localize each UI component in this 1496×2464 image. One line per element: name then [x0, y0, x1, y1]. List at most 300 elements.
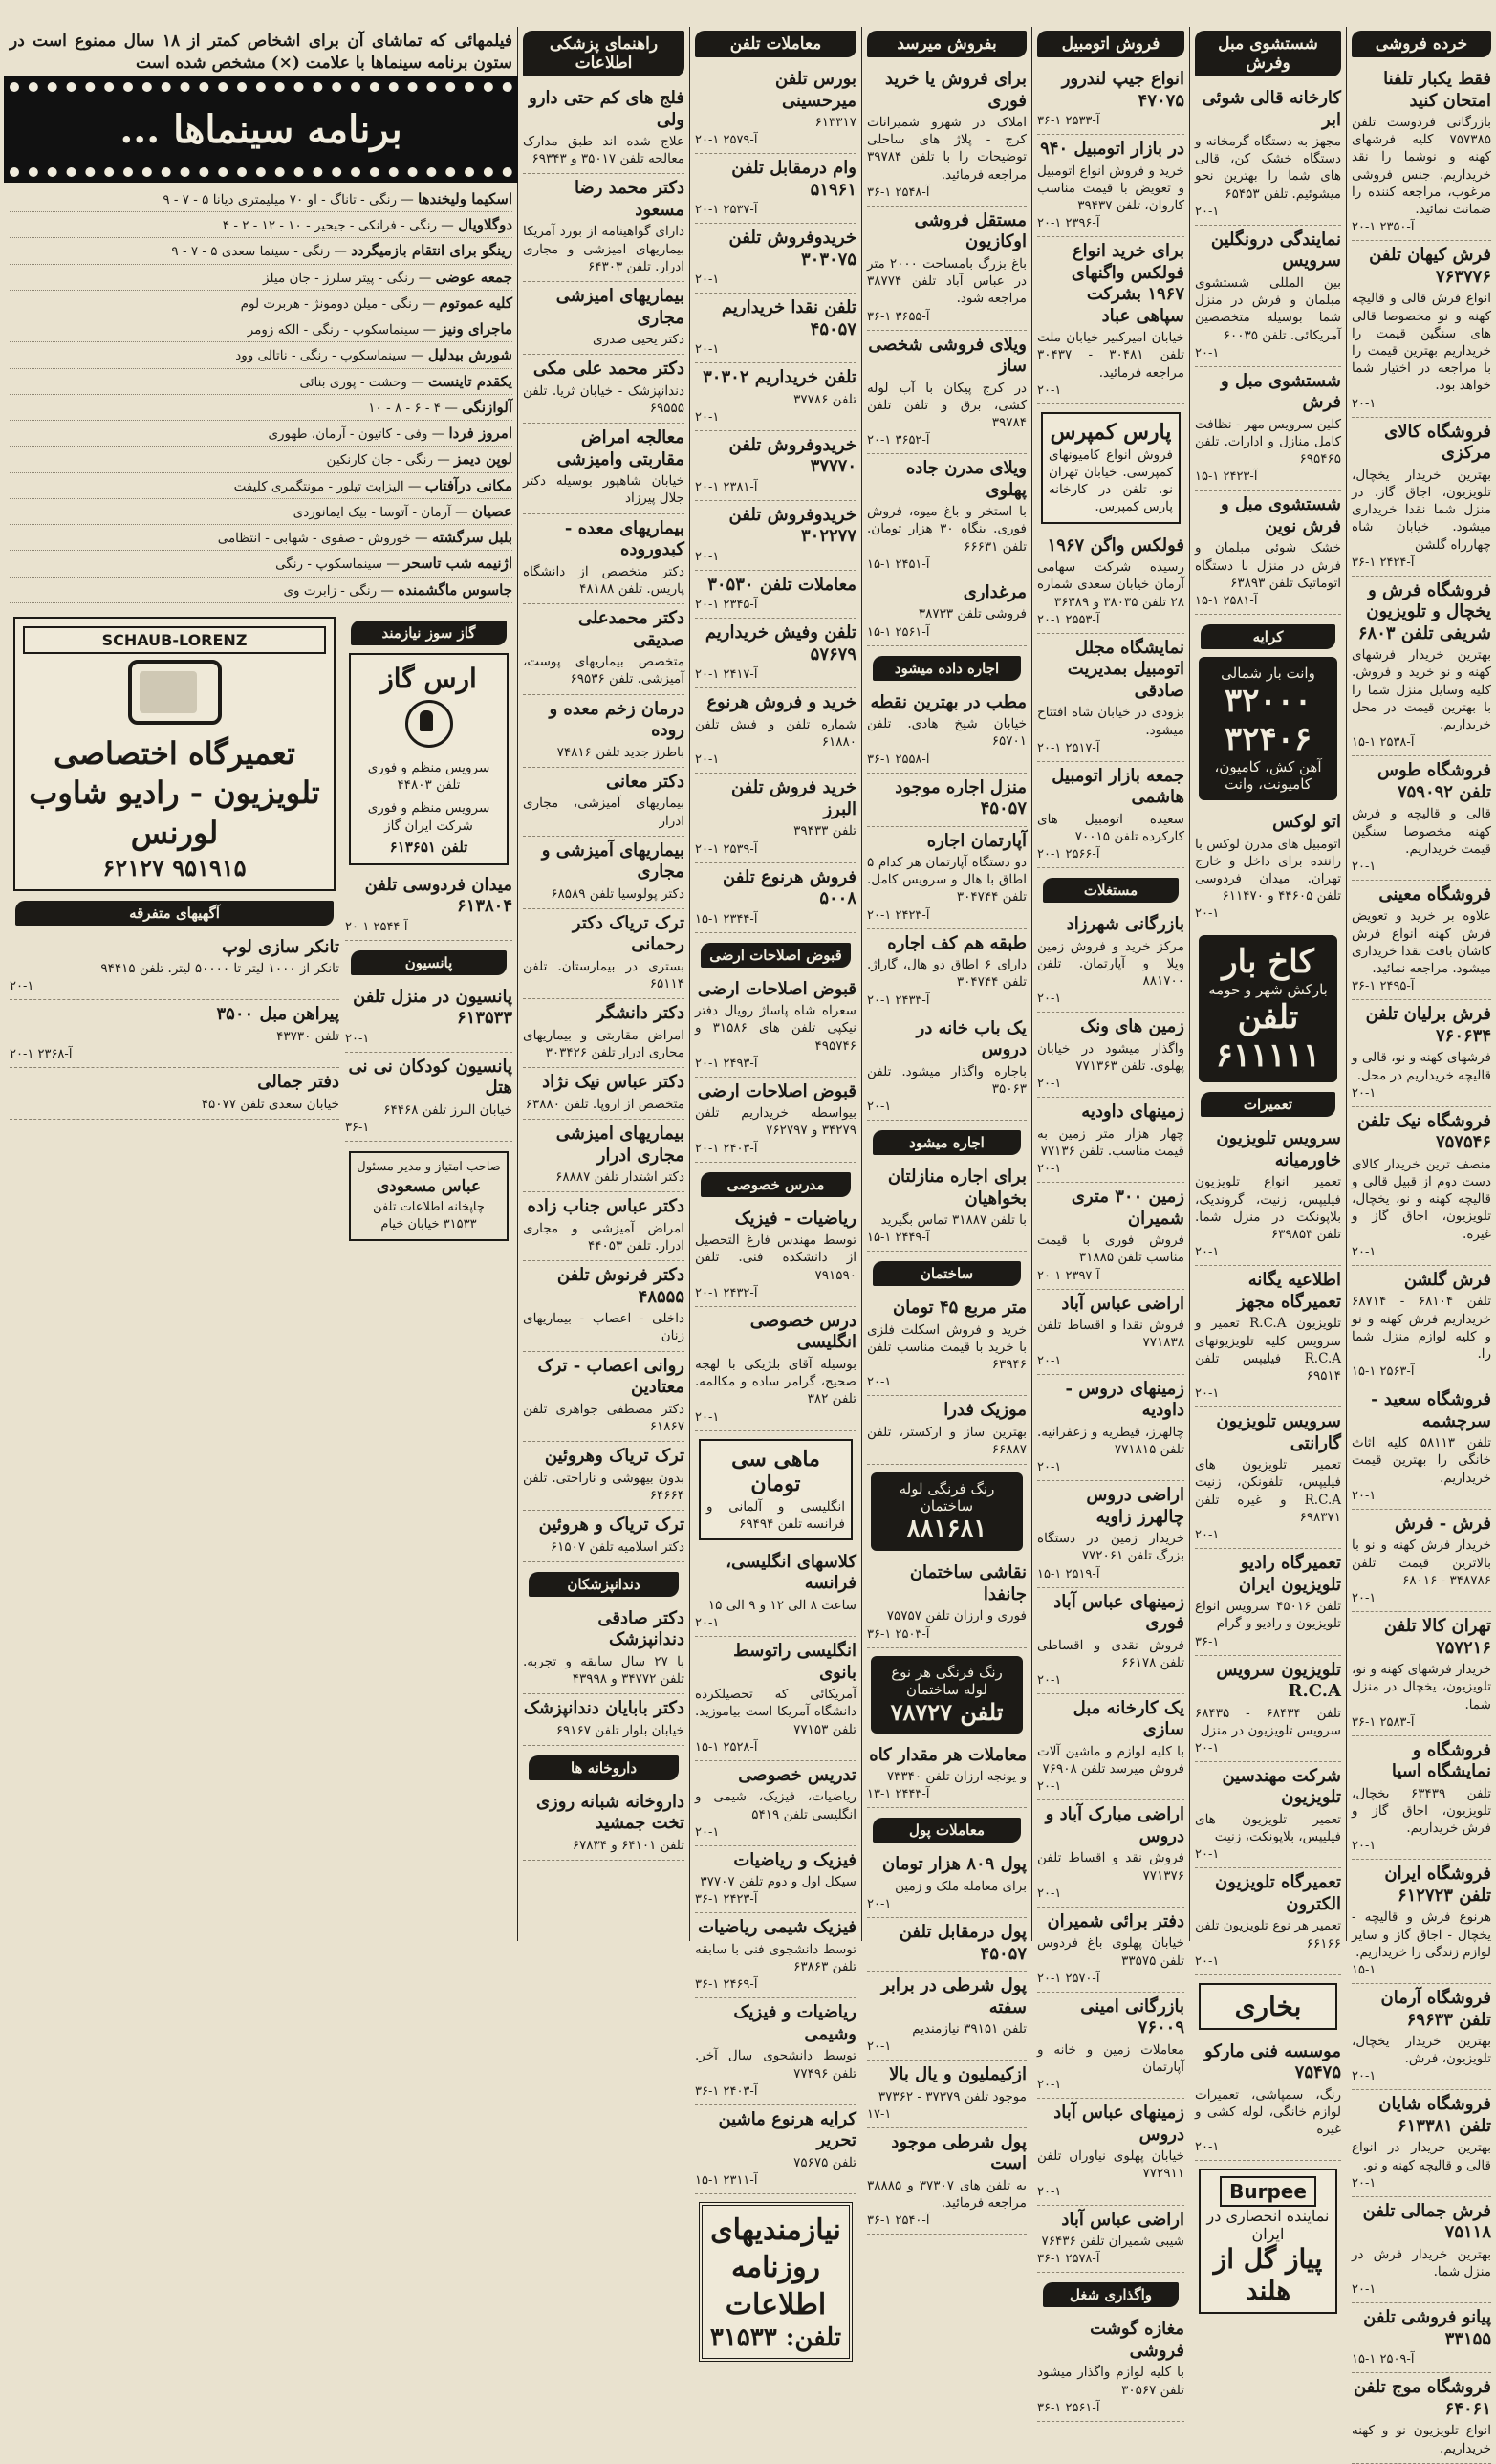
advert-box [1199, 657, 1337, 800]
ad-body: منصف ترین خریدار کالای دست دوم از قبیل قالی و قالیچه کهنه و نو، یخچال، تلویزیون، اجاق گاز و غیره. [1352, 1156, 1491, 1242]
separator: — [432, 452, 455, 469]
classified-ad [867, 2128, 1027, 2235]
section-header: واگذاری شغل [1043, 2282, 1179, 2307]
ad-reference: ۱۵-۱ آ-۲۵۰۹ [1352, 2352, 1415, 2367]
classified-ad [1037, 1481, 1184, 1587]
ad-reference: ۱۵-۱ آ-۲۴۲۳ [1195, 469, 1258, 485]
section-header: ساختمان [873, 1261, 1021, 1286]
ad-body: خیابان امیرکبیر خیابان ملت تلفن ۳۰۴۸۱ - ۳۰۴۳۷ مراجعه فرمائید. [1037, 330, 1184, 381]
film-info: رنگی - فرانکی - جیحیر - ۱۰ - ۱۲ - ۲ - ۴ [222, 218, 437, 234]
classified-ad [1037, 1800, 1184, 1907]
film-title: عصیان [471, 502, 512, 520]
ad-title: اطلاعیه یگانه تعمیرگاه مجهز [1237, 1270, 1341, 1312]
cinema-listing [10, 238, 512, 264]
ad-body: تلفن ۶۴۱۰۱ و ۶۷۸۳۴ [572, 1837, 684, 1853]
separator: — [330, 244, 352, 260]
ad-title: تلفن خریداریم ۳۰۳۰۲ [703, 367, 856, 388]
ad-body: ریاضیات، فیزیک، شیمی و انگلیسی تلفن ۵۴۱۹ [695, 1789, 856, 1822]
ad-reference: ۲۰-۱ [1195, 345, 1220, 360]
film-info: الیزابت تیلور - مونتگمری کلیفت [233, 478, 404, 494]
ad-reference: ۲۰-۱ آ-۲۴۳۲ [695, 1285, 758, 1300]
ad-title: فروشگاه موج تلفن ۶۴۰۶۱ [1353, 2377, 1491, 2419]
ad-title: بیماریهای معده - کبدوروده [564, 517, 684, 560]
ad-reference: ۲۰-۱ [1195, 1847, 1220, 1863]
film-info: رنگی - میلن دومونژ - هربرت لوم [240, 295, 419, 312]
ad-body: بهترین خریدار یخچال، تلویزیون، فرش. [1352, 2034, 1491, 2067]
classified-ad [1352, 1510, 1491, 1612]
classified-ad [867, 688, 1027, 774]
ad-title: معالجه امراض مقاربتی وامیزشی [556, 427, 684, 469]
ad-body: معاملات زمین و خانه و آپارتمان [1037, 2041, 1184, 2075]
classified-ad [695, 154, 856, 224]
classified-ad [1352, 1860, 1491, 1984]
ad-body: بوسیله آقای بلژیکی با لهجه صحیح، گرامر ساده و مکالمه. تلفن ۳۸۲ [695, 1356, 856, 1407]
ad-title: دکتر محمدعلی صدیقی [577, 608, 684, 650]
classified-ad [345, 871, 512, 941]
advert-box [1199, 1983, 1337, 2030]
classified-ad [1195, 1762, 1341, 1868]
classified-ad [1352, 418, 1491, 577]
ad-title: خریدوفروش تلفن ۳۷۷۷۰ [728, 434, 856, 477]
classified-ad [1352, 241, 1491, 417]
ad-title: فرش کیهان تلفن ۷۶۳۷۷۶ [1369, 245, 1491, 287]
classified-ad [1352, 1266, 1491, 1385]
cinema-list [10, 186, 512, 603]
classified-ad [523, 1442, 684, 1511]
section-header: گاز سوز نیازمند [351, 621, 507, 645]
ad-reference: ۲۰-۱ [695, 1409, 720, 1425]
classified-ad [1037, 532, 1184, 634]
ad-body: با کلیه لوازم واگذار میشود تلفن ۳۰۵۶۷ [1037, 2365, 1184, 2398]
ad-title: تدریس خصوصی [738, 1764, 856, 1785]
ad-body: بهترین خریدار یخچال، تلویزیون، اجاق گاز. در منزل شما نقدا خریداری میشود. خیابان شاه چهارراه گلشن [1352, 467, 1491, 553]
ad-title: اراضی عباس آباد [1061, 2209, 1184, 2230]
ad-body: با استخر و باغ میوه، فروش فوری. بنگاه ۳۰ هزار تومان. تلفن ۶۶۶۳۱ [867, 504, 1027, 555]
ad-reference: ۲۰-۱ [1037, 1077, 1062, 1092]
separator: — [396, 191, 419, 207]
ad-reference: ۳۶-۱ آ-۲۴۰۳ [695, 2083, 758, 2099]
ad-reference: ۲۰-۱ آ-۲۵۷۰ [1037, 1971, 1100, 1986]
ad-reference: ۱۵-۱ آ-۲۴۴۹ [867, 1231, 930, 1246]
ad-title: پیراهن مبل ۳۵۰۰ [216, 1004, 339, 1025]
classified-ad [523, 909, 684, 999]
advert-box [13, 617, 336, 891]
ad-body: دکتر یحیی صدری [593, 332, 684, 348]
classified-ad [695, 1846, 856, 1914]
ad-reference: ۲۰-۱ آ-۲۵۱۷ [1037, 740, 1100, 755]
ad-title: روانی اعصاب - ترک معتادین [537, 1355, 684, 1398]
classified-ad [695, 1548, 856, 1637]
ad-body: سعراه شاه پاساژ رویال دفتر نیکپی تلفن های ۳۱۵۸۶ و ۴۹۵۷۴۶ [695, 1003, 856, 1054]
film-title: اژنیمه شب تاسحر [403, 555, 512, 573]
classified-ad [1037, 237, 1184, 404]
ad-body: بازرگانی فردوست تلفن ۷۵۷۳۸۵ کلیه فرشهای کهنه و نوشما را نقد خریداریم. جنس فروشی مرغوب، مراجعه کننده را ضمانت نمائید. [1352, 115, 1491, 218]
section-header: شستشوی مبل وفرش [1195, 31, 1341, 76]
cinema-title: برنامه سینماها ... [10, 82, 512, 177]
section-header: بفروش میرسد [867, 31, 1027, 57]
classified-ad [1195, 491, 1341, 615]
separator: — [410, 531, 432, 547]
ad-body: متخصص از اروپا. تلفن ۶۳۸۸۰ [525, 1096, 684, 1112]
classified-ad [867, 1396, 1027, 1465]
classified-ad [523, 174, 684, 282]
film-info: آرمان - آتوسا - بیک ایمانوردی [293, 504, 451, 520]
classified-ad [1352, 65, 1491, 241]
advert-phone: ۳۲۰۰۰ [1224, 682, 1312, 721]
film-info: وفی - کاتیون - آرمان، طهوری [268, 426, 428, 443]
ad-title: فروشگاه فرش و یخچال و تلویزیون شریفی تلفن ۶۸۰۳ [1357, 579, 1491, 643]
ad-reference: ۲۰-۱ آ-۲۳۹۶ [1037, 216, 1100, 231]
ad-body: تعمیر انواع تلویزیون فیلیپس، زنیت، گروندیک، بلاپونکت در منزل شما. تلفن ۶۳۹۸۵۳ [1195, 1174, 1341, 1243]
classified-ad [695, 1205, 856, 1307]
classified-ad [695, 1761, 856, 1846]
ad-reference: ۲۰-۱ [1037, 1460, 1062, 1475]
classified-ad [695, 363, 856, 431]
classified-ad [1037, 2206, 1184, 2274]
ad-reference: ۲۰-۱ [1195, 1245, 1220, 1260]
classified-ad [1037, 135, 1184, 237]
classified-ad [523, 604, 684, 694]
ad-reference: ۲۰-۱ [1352, 1085, 1377, 1101]
ad-body: بیماریهای آمیزشی، مجاری ادرار [523, 796, 684, 829]
separator: — [382, 556, 404, 573]
ad-reference: ۲۰-۱ [1352, 2282, 1377, 2298]
classified-ad [523, 1511, 684, 1562]
classified-ad [867, 1014, 1027, 1121]
ad-title: اراضی مبارک آباد و دروس [1045, 1804, 1184, 1846]
ad-reference: ۱۵-۱ آ-۲۵۸۱ [1195, 594, 1258, 609]
ad-reference: ۳۶-۱ آ-۳۶۵۵ [867, 309, 930, 324]
ad-reference: ۲۰-۱ [1352, 1839, 1377, 1854]
brand-logo: Burpee [1220, 2176, 1316, 2207]
film-info: خوروش - صفوی - شهابی - انتظامی [217, 531, 411, 547]
advert-phone: ۶۲۱۲۷ ۹۵۱۹۱۵ [102, 853, 247, 882]
classified-ad [867, 929, 1027, 1014]
ad-body: دارای گواهینامه از بورد آمریکا بیماریهای امیزشی و مجاری ادرار. تلفن ۶۴۳۰۳ [523, 224, 684, 274]
ad-title: فولکس واگن ۱۹۶۷ [1047, 534, 1184, 556]
classified-ad [867, 65, 1027, 207]
ad-reference: ۲۰-۱ [1195, 1740, 1220, 1755]
ad-title: یک باب خانه در دروس [916, 1017, 1027, 1060]
classified-ad [1195, 1407, 1341, 1549]
ad-title: انواع جیپ لندرور ۴۷۰۷۵ [1061, 69, 1184, 111]
brand-logo: ارس گاز [380, 662, 477, 694]
ad-title: فروشگاه سعید - سرچشمه [1371, 1389, 1491, 1431]
section-header: معاملات تلفن [695, 31, 856, 57]
ad-body: علاوه بر خرید و تعویض فرش کهنه انواع فرش کاشان بافت نقدا خریداری میشود. مراجعه نمائید. [1352, 908, 1491, 977]
advert-box [699, 2202, 853, 2362]
classified-ad [523, 282, 684, 355]
ad-title: فلج های کم حتی دارو ولی [529, 88, 684, 130]
ad-reference: ۲۰-۱ آ-۲۳۹۷ [1037, 1268, 1100, 1283]
ad-title: پانسیون کودکان نی نی هتل [348, 1056, 512, 1099]
ad-title: موسسه فنی مارکو ۷۵۴۷۵ [1204, 2040, 1341, 2083]
advert-subtitle: نماینده انحصاری در ایران [1206, 2207, 1330, 2244]
classified-ad [867, 207, 1027, 331]
ad-body: برای معامله ملک و زمین [895, 1878, 1027, 1894]
ad-title: تلفن نقدا خریداریم ۴۵۰۵۷ [721, 297, 856, 339]
ad-reference: ۲۰-۱ آ-۲۴۳۳ [867, 992, 930, 1008]
film-title: دوگلاویال [458, 216, 512, 234]
footer-name: عباس مسعودی [376, 1177, 482, 1197]
ad-body: به تلفن های ۳۷۳۰۷ و ۳۸۸۸۵ مراجعه فرمائید. [867, 2177, 1027, 2212]
section-header: معاملات پول [873, 1818, 1021, 1843]
ad-body: تلفن ۷۵۶۷۵ [793, 2154, 856, 2170]
ad-title: فروشگاه شایان تلفن ۶۱۳۳۸۱ [1378, 2094, 1491, 2136]
classified-ad [1037, 1183, 1184, 1289]
ad-body: دندانپزشک - خیابان ثریا. تلفن ۶۹۵۵۵ [523, 382, 684, 417]
ad-body: فرشهای کهنه و نو، قالی و قالیچه خریداریم در محل. [1352, 1050, 1491, 1083]
ad-body: با تلفن ۳۱۸۸۷ تماس بگیرید [880, 1212, 1027, 1229]
ad-title: دکتر محمد رضا مسعود [574, 178, 684, 220]
ad-reference: ۲۰-۱ آ-۲۴۹۳ [695, 1056, 758, 1071]
ad-body: تلفن ۳۷۷۸۶ [793, 391, 856, 407]
ad-reference: ۲۰-۱ آ-۲۵۳۹ [695, 841, 758, 857]
film-title: امروز فردا [448, 425, 512, 443]
classified-ad [523, 1192, 684, 1261]
classified-ad [1037, 634, 1184, 762]
ad-title: در بازار اتومبیل ۹۴۰ [1040, 139, 1184, 159]
ad-body: فروش نقد و اقساط تلفن ۷۷۱۳۷۶ [1037, 1850, 1184, 1884]
ad-title: خریدوفروش تلفن ۳۰۳۰۷۵ [728, 228, 856, 270]
ad-body: دکتر پولوسیا تلفن ۶۸۵۸۹ [551, 885, 684, 902]
ad-reference: ۳۶-۱ آ-۲۵۴۸ [867, 185, 930, 200]
ad-body: خریدار فرش کهنه و نو با بالاترین قیمت تلفن ۳۴۸۷۸۶ - ۶۸۰۱۶ [1352, 1537, 1491, 1588]
classified-ad [523, 1604, 684, 1694]
separator: — [403, 478, 425, 494]
ad-reference: ۲۰-۱ [10, 979, 34, 994]
ad-title: دکتر معانی [605, 771, 684, 792]
ad-title: درمان زخم معده و روده [549, 698, 684, 741]
ad-body: علاج شده اند طبق مدارک معالجه تلفن ۳۵۰۱۷ و ۶۹۳۴۳ [523, 134, 684, 167]
classified-ad [1195, 226, 1341, 367]
ad-title: خریدوفروش تلفن ۳۰۲۲۷۷ [728, 504, 856, 547]
classified-ad [1037, 1290, 1184, 1375]
ad-reference: ۲۰-۱ [1037, 992, 1062, 1007]
film-info: سینماسکوپ - رنگی - الکه زومر [247, 322, 420, 338]
ad-body: خیابان شیخ هادی. تلفن ۶۵۷۰۱ [867, 716, 1027, 750]
ad-reference: ۲۰-۱ آ-۲۵۳۷ [695, 203, 758, 218]
ad-reference: ۲۰-۱ آ-۲۵۴۴ [345, 919, 408, 934]
ad-reference: ۱۵-۱ [1352, 1963, 1377, 1978]
section-header: تعمیرات [1201, 1092, 1335, 1117]
ad-title: تعمیرگاه رادیو تلویزیون ایران [1238, 1553, 1341, 1595]
ad-title: ترک تریاک دکتر رحمانی [572, 912, 684, 955]
ad-reference: ۲۰-۱ [1195, 906, 1220, 922]
ad-title: میدان فردوسی تلفن ۶۱۳۸۰۴ [364, 874, 512, 917]
ad-title: تهران کالا تلفن ۷۵۷۲۱۶ [1383, 1616, 1491, 1658]
film-info: رنگی - تاناگ - او ۷۰ میلیمتری دیانا ۵ - ۷ - ۹ [163, 191, 397, 207]
ad-title: بازرگانی امینی ۷۶۰۰۹ [1080, 1995, 1184, 2039]
ad-title: پول درمقابل تلفن ۴۵۰۵۷ [899, 1922, 1027, 1964]
cinema-listing [10, 265, 512, 291]
ad-title: فرش - فرش [1394, 1513, 1491, 1534]
classified-ad [1195, 367, 1341, 491]
ad-reference: ۱۷-۱ [867, 2106, 892, 2122]
ad-reference: ۱۵-۱ آ-۲۵۱۹ [1037, 1566, 1100, 1581]
ad-title: دکتر عباس جناب زاده [527, 1196, 684, 1217]
ad-title: زمینهای داودیه [1081, 1101, 1184, 1123]
ad-reference: ۲۰-۱ [695, 273, 720, 288]
ad-body: با کلیه لوازم و ماشین آلات فروش میرسد تلفن ۷۶۹۰۸ [1037, 1743, 1184, 1777]
ad-title: بیماریهای آمیزشی و مجاری [541, 840, 684, 883]
film-title: شورش بیدلیل [427, 346, 512, 364]
ad-reference: ۲۰-۱ [867, 1897, 892, 1911]
ad-title: ریاضیات - فیزیک [734, 1208, 856, 1229]
ad-body: بزودی در خیابان شاه افتتاح میشود. [1037, 705, 1184, 738]
ad-title: ترک تریاک وهروئین [544, 1446, 684, 1467]
classified-ad [1352, 2197, 1491, 2303]
separator: — [406, 374, 428, 390]
ad-title: فروشگاه کالای مرکزی [1384, 421, 1491, 464]
ad-body: املاک در شهرو شمیرانات کرج - پلاژ های ساحلی توضیحات را با تلفن ۳۹۷۸۴ مراجعه فرمائید. [867, 115, 1027, 183]
brand-logo: SCHAUB-LORENZ [23, 626, 326, 654]
classified-ad [867, 454, 1027, 578]
ad-title: درس خصوصی انگلیسی [749, 1310, 856, 1353]
ad-title: دکتر صادقی دندانپزشک [597, 1607, 684, 1650]
ad-reference: ۲۰-۱ آ-۲۳۶۸ [10, 1047, 73, 1062]
ad-body: ساعت ۸ الی ۱۲ و ۹ الی ۱۵ [707, 1597, 856, 1613]
ad-body: آمریکائی که تحصیلکرده دانشگاه آمریکا است بیاموزید. تلفن ۷۷۱۵۳ [695, 1687, 856, 1737]
ad-body: رنگ، سمپاشی، تعمیرات لوازم خانگی، لوله کشی و غیره [1195, 2086, 1341, 2138]
ad-reference: ۳۶-۱ آ-۲۵۶۱ [1037, 2400, 1100, 2415]
classified-ad [1352, 881, 1491, 1000]
column-cars-realestate [1032, 29, 1189, 2415]
classified-ad [867, 827, 1027, 929]
classified-ad [867, 578, 1027, 646]
ad-reference: ۲۰-۱ [1195, 1386, 1220, 1402]
film-title: جاسوس ماگشمنده [398, 580, 512, 599]
ad-body: امراض آمیزشی و مجاری ادرار. تلفن ۴۴۰۵۳ [523, 1220, 684, 1254]
classified-ad [1037, 1098, 1184, 1183]
separator: — [414, 270, 436, 286]
classified-ad [867, 1741, 1027, 1809]
advert-box [1199, 2169, 1337, 2314]
film-title: لوپن دیمز [454, 450, 512, 469]
ad-reference: ۲۰-۱ [1352, 859, 1377, 874]
film-title: اسکیما ولیخندها [418, 189, 512, 207]
classified-ad [1352, 2303, 1491, 2373]
ad-reference: ۲۰-۱ [695, 342, 720, 358]
section-header: داروخانه ها [529, 1755, 679, 1780]
ad-reference: ۱۵-۱ آ-۲۵۳۸ [1352, 735, 1415, 751]
ad-body: خیابان پهلوی نیاوران تلفن ۷۷۲۹۱۱ [1037, 2148, 1184, 2182]
ad-body: تلویزیون R.C.A تعمیر و سرویس کلیه تلویزیونهای R.C.A فیلیپس تلفن ۶۹۵۱۴ [1195, 1316, 1342, 1384]
classified-ad [523, 84, 684, 174]
ad-body: خریدار زمین در دستگاه بزرگ تلفن ۷۷۲۰۶۱ [1037, 1531, 1184, 1564]
section-header: مدرس خصوصی [701, 1172, 851, 1197]
section-header: کرایه [1201, 624, 1335, 649]
ad-reference: ۲۰-۱ [1037, 382, 1062, 398]
ad-reference: ۳۶-۱ آ-۲۵۴۰ [867, 2213, 930, 2229]
ad-body: تعمیر تلویزیون های فیلیپس، تلفونکن، زنیت R.C.A و غیره تلفن ۶۹۸۳۷۱ [1195, 1457, 1341, 1525]
ad-title: فروشگاه طوس تلفن ۷۵۹۰۹۲ [1377, 760, 1491, 802]
ad-reference: ۲۰-۱ آ-۲۵۵۳ [1037, 612, 1100, 627]
classified-ad [695, 774, 856, 862]
ad-title: زمینهای عباس آباد فوری [1053, 1591, 1184, 1633]
ad-title: طبقه هم کف اجاره [887, 932, 1027, 953]
ad-body: کلین سرویس مهر - نظافت کامل منازل و ادارات. تلفن ۶۹۵۴۶۵ [1195, 416, 1341, 468]
ad-body: خرید و فروش اسکلت فلزی با خرید با قیمت مناسب تلفن ۶۳۹۴۶ [867, 1321, 1027, 1373]
separator: — [377, 582, 399, 599]
ad-reference: ۲۰-۱ [345, 1031, 370, 1046]
classified-ad [523, 999, 684, 1068]
ad-body: فروش نقدا و اقساط تلفن ۷۷۱۸۳۸ [1037, 1318, 1184, 1351]
classified-ad [1195, 808, 1341, 927]
ad-reference: ۲۰-۱ آ-۲۴۰۳ [695, 1141, 758, 1156]
ad-reference: ۲۰-۱ [1352, 2069, 1377, 2084]
ad-body: چهار هزار متر زمین به قیمت مناسب. تلفن ۷۷۱۳۶ [1037, 1125, 1184, 1160]
ad-title: خرید فروش تلفن البرز [730, 777, 856, 819]
advert-body: انگلیسی و آلمانی و فرانسه تلفن ۶۹۴۹۴ [706, 1498, 845, 1532]
classified-ad [1037, 2099, 1184, 2205]
ad-title: ویلای مدرن جاده پهلوی [905, 458, 1027, 500]
ad-reference: ۲۰-۱ [1037, 1162, 1062, 1177]
ad-body: دو دستگاه آپارتمان هر کدام ۵ اطاق با هال و سرویس کامل. تلفن ۳۰۴۷۴۴ [867, 855, 1027, 905]
ad-body: تلفن ۳۹۱۵۱ نیازمندیم [912, 2021, 1027, 2037]
column-forsale-rent [862, 29, 1031, 2229]
classified-ad [523, 1261, 684, 1351]
ad-title: برای فروش یا خرید فوری [884, 69, 1027, 111]
advert-title: تعمیرگاه اختصاصی تلویزیون - رادیو شاوب لورنس [29, 734, 320, 852]
ad-title: برای اجاره منازلتان بخواهیان [887, 1167, 1027, 1209]
film-info: سینماسکوپ - رنگی - ناتالی وود [235, 348, 407, 364]
ad-reference: ۲۰-۱ [1037, 2184, 1062, 2199]
classified-ad [523, 1120, 684, 1192]
film-title: کلیه عموتوم [439, 294, 512, 312]
ad-body: ۶۱۳۳۱۷ [814, 115, 856, 130]
classified-ad [695, 975, 856, 1078]
ad-title: پول شرطی موجود است [891, 2131, 1027, 2174]
ad-body: دکتر متخصص از دانشگاه پاریس. تلفن ۴۸۱۸۸ [523, 563, 684, 597]
ad-body: خیابان سعدی تلفن ۴۵۰۷۷ [201, 1096, 339, 1112]
ad-reference: ۱۵-۱ آ-۲۵۲۸ [695, 1739, 758, 1755]
ad-title: تلویزیون سرویس R.C.A [1216, 1659, 1341, 1701]
ad-title: تعمیرگاه تلویزیون الکترون [1215, 1872, 1341, 1914]
ad-reference: ۳۶-۱ آ-۲۴۲۳ [695, 1892, 758, 1908]
advert-box [1199, 935, 1337, 1082]
film-title: یکقدم تاینست [428, 372, 512, 390]
advert-phone: ۸۸۱۶۸۱ [906, 1515, 987, 1544]
ad-reference: ۳۶-۱ آ-۲۵۳۳ [1037, 114, 1100, 128]
cinema-listing [10, 525, 512, 551]
ad-body: باغ بزرگ بامساحت ۲۰۰۰ متر در عباس آباد تلفن ۳۸۷۷۴ مراجعه شود. [867, 255, 1028, 307]
ad-reference: ۳۶-۱ آ-۲۵۷۸ [1037, 2252, 1100, 2267]
ad-reference: ۱۳-۱ آ-۲۴۴۳ [867, 1787, 930, 1802]
separator: — [406, 348, 428, 364]
classified-ad [1195, 1266, 1341, 1407]
section-header: مستغلات [1043, 878, 1179, 903]
advert-title: پیاز گل از هلند [1213, 2243, 1323, 2307]
column-medical [518, 29, 689, 1941]
ad-title: زمینهای دروس - داودیه [1065, 1378, 1184, 1421]
ad-title: وام درمقابل تلفن ۵۱۹۶۱ [731, 158, 856, 200]
film-title: آلوازنگی [462, 398, 512, 416]
classified-ad [523, 1788, 684, 1861]
classified-ad [695, 1307, 856, 1431]
ad-title: دفتر جمالی [257, 1072, 339, 1093]
advert-title: نیازمندیهای روزنامه اطلاعات [710, 2213, 841, 2322]
cinema-listing [10, 421, 512, 447]
ad-title: دکتر دانشگر [596, 1003, 684, 1024]
ad-body: واگذار میشود در خیابان پهلوی. تلفن ۷۷۱۳۶۳ [1037, 1040, 1184, 1075]
ad-body: خشک شوئی مبلمان و فرش در منزل با دستگاه اتوماتیک تلفن ۶۳۸۹۳ [1195, 540, 1341, 591]
ad-body: بیواسطه خریداریم تلفن ۳۴۲۷۹ و ۷۶۲۷۹۷ [695, 1105, 856, 1139]
classified-ad [1037, 762, 1184, 868]
classified-ad [1352, 1385, 1491, 1510]
classified-ad [695, 294, 856, 363]
advert-title: رنگ فرنگی لوله ساختمان [899, 1480, 995, 1515]
